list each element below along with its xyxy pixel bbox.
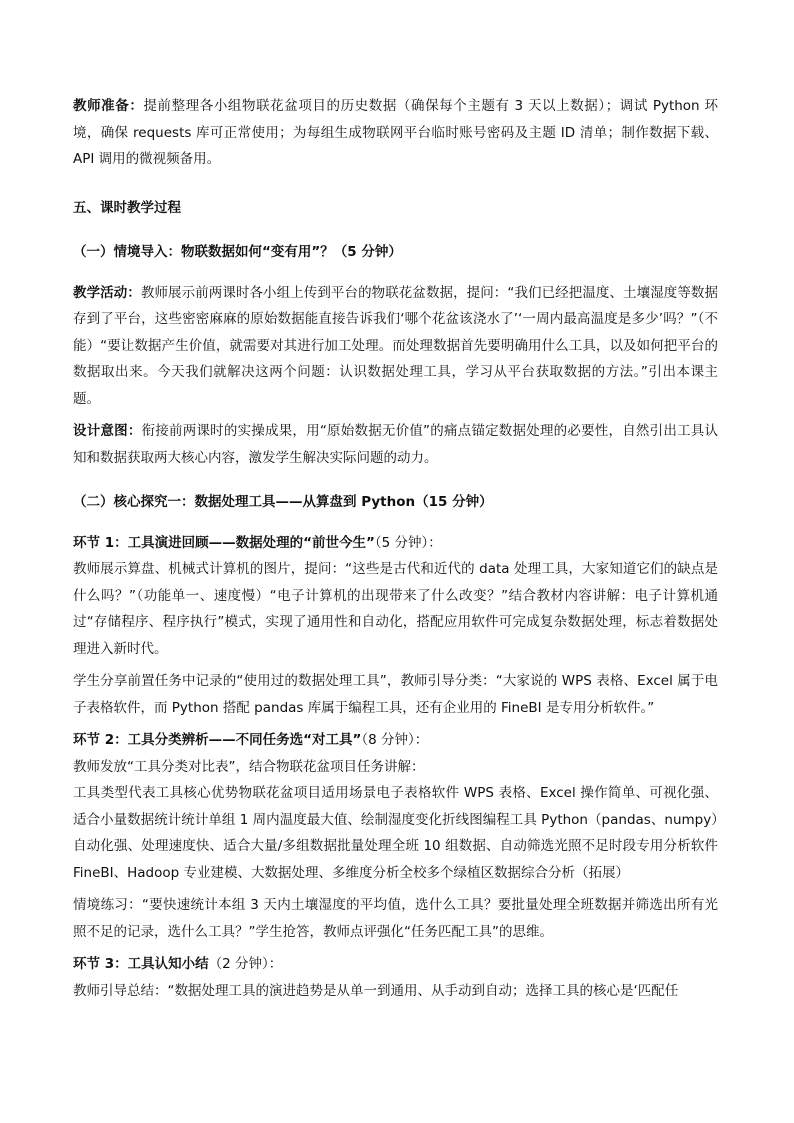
part-2-heading: （二）核心探究一：数据处理工具——从算盘到 Python（15 分钟） [73,494,493,510]
document-page [73,93,718,1004]
practice-paragraph: 情境练习：“要快速统计本组 3 天内土壤湿度的平均值，选什么工具？要批量处理全班数据并筛选出所有光照不足的记录，选什么工具？”学生抢答，教师点评强化“任务匹配工具”的思维。 [73,897,718,940]
share-paragraph: 学生分享前置任务中记录的“使用过的数据处理工具”，教师引导分类：“大家说的 WPS 表格、Excel 属于电子表格软件，而 Python 搭配 pandas 库属于编程工具，还有企业用的 FineBI 是专用分析软件。” [73,673,718,716]
step-1-label: 环节 1：工具演进回顾——数据处理的“前世今生” [73,534,375,551]
teaching-activity-label: 教学活动： [73,284,141,301]
part-1-heading: （一）情境导入：物联数据如何“变有用”？（5 分钟） [73,244,402,260]
step-1-heading [73,530,718,557]
step-3-heading [73,951,718,978]
teacher-prep-label: 教师准备： [73,98,144,114]
teaching-activity-text: 教师展示前两课时各小组上传到平台的物联花盆数据，提问：“我们已经把温度、土壤湿度等数据存到了平台，这些密密麻麻的原始数据能直接告诉我们‘哪个花盆该浇水了’‘一周内最高温度是多少’吗？”（不能）“要让数据产生价值，就需要对其进行加工处理。而处理数据首先要明确用什么工具，以及如何把平台的数据取出来。今天我们就解决这两个问题：认识数据处理工具，学习从平台获取数据的方法。”引出本课主题。 [73,284,718,407]
step-2-time: （8 分钟）： [361,732,429,748]
step-2-paragraph: 教师发放“工具分类对比表”，结合物联花盆项目任务讲解： [73,758,425,775]
design-intent-text: 衔接前两课时的实操成果，用“原始数据无价值”的痛点锚定数据处理的必要性，自然引出工具认知和数据获取两大核心内容，激发学生解决实际问题的动力。 [73,423,719,466]
design-intent-label: 设计意图： [73,423,142,439]
section-5-heading: 五、课时教学过程 [73,199,181,216]
step-3-time: （2 分钟）： [208,956,283,972]
step-3-label: 环节 3：工具认知小结 [73,956,209,972]
teacher-prep-paragraph [73,93,718,173]
step-2-label: 环节 2：工具分类辨析——不同任务选“对工具” [73,732,362,748]
tool-comparison-table-text: 工具类型代表工具核心优势物联花盆项目适用场景电子表格软件 WPS 表格、Excel 操作简单、可视化强、适合小量数据统计统计单组 1 周内温度最大值、绘制湿度变化折线图编程工具 Python（pandas、numpy）自动化强、处理速度快、适合大量/多组数据批量处理全班 10 组数据、自动筛选光照不足时段专用分析软件 FineBI、Hadoop 专业建模、大数据处理、多维度分析全校多个绿植区数据综合分析（拓展） [73,785,718,881]
step-2-heading [73,727,718,754]
step-1-paragraph: 教师展示算盘、机械式计算机的图片，提问：“这些是古代和近代的 data 处理工具，大家知道它们的缺点是什么吗？”（功能单一、速度慢）“电子计算机的出现带来了什么改变？”结合教材内容讲解：电子计算机通过“存储程序、程序执行”模式，实现了通用性和自动化，搭配应用软件可完成复杂数据处理，标志着数据处理进入新时代。 [73,561,718,657]
teacher-prep-text: 提前整理各小组物联花盆项目的历史数据（确保每个主题有 3 天以上数据）；调试 Python 环境，确保 requests 库可正常使用；为每组生成物联网平台临时账号密码及主题 ID 清单；制作数据下载、API 调用的微视频备用。 [73,98,718,167]
step-1-time: （5 分钟）： [374,534,442,551]
step-3-paragraph: 教师引导总结：“数据处理工具的演进趋势是从单一到通用、从手动到自动；选择工具的核心是‘匹配任 [73,982,679,999]
design-intent-paragraph [73,418,718,471]
teaching-activity-paragraph [73,280,718,413]
